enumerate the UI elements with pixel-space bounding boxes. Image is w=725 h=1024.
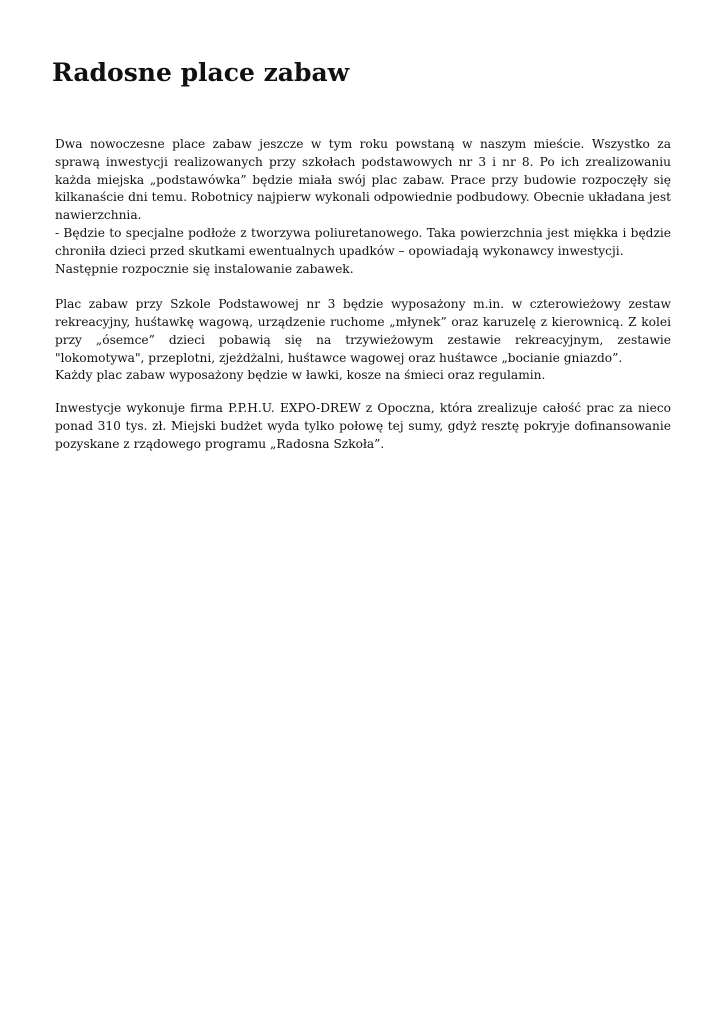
paragraph-text: Dwa nowoczesne place zabaw jeszcze w tym roku powstaną w naszym mieście. Wszystko za sprawą inwestycji realizowanych przy szkołach podstawowych nr 3 i nr 8. Po ich zrealizowaniu każda miejska „podstawówka” będzie miała swój plac zabaw. Prace przy budowie rozpoczęły się kilkanaście dni temu. Robotnicy najpierw wykonali odpowiednie podbudowy. Obecnie układana jest nawierzchnia. (55, 137, 671, 223)
paragraph-text: Plac zabaw przy Szkole Podstawowej nr 3 będzie wyposażony m.in. w czterowieżowy zestaw rekreacyjny, huśtawkę wagową, urządzenie ruchome „młynek” oraz karuzelę z kierownicą. Z kolei przy „ósemce” dzieci pobawią się na trzywieżowym zestawie rekreacyjnym, zestawie "lokomotywa", przeplotni, zjeżdżalni, huśtawce wagowej oraz huśtawce „bocianie gniazdo”. (55, 297, 671, 365)
paragraph-text: Następnie rozpocznie się instalowanie zabawek. (55, 261, 354, 276)
paragraph-2 (55, 296, 671, 385)
paragraph-1 (55, 136, 671, 278)
paragraph-3 (55, 400, 671, 453)
article-body (55, 136, 671, 454)
paragraph-text: Inwestycje wykonuje firma P.P.H.U. EXPO-DREW z Opoczna, która zrealizuje całość prac za nieco ponad 310 tys. zł. Miejski budżet wyda tylko połowę tej sumy, gdyż resztę pokryje dofinansowanie pozyskane z rządowego programu „Radosna Szkoła”. (55, 401, 671, 451)
paragraph-text: Każdy plac zabaw wyposażony będzie w ławki, kosze na śmieci oraz regulamin. (55, 368, 546, 383)
paragraph-spacer (55, 385, 671, 400)
paragraph-spacer (55, 278, 671, 296)
quote-text: - Będzie to specjalne podłoże z tworzywa poliuretanowego. Taka powierzchnia jest miękka i będzie chroniła dzieci przed skutkami ewentualnych upadków – opowiadają wykonawcy inwestycji. (55, 225, 671, 258)
article-title: Radosne place zabaw (52, 58, 350, 87)
